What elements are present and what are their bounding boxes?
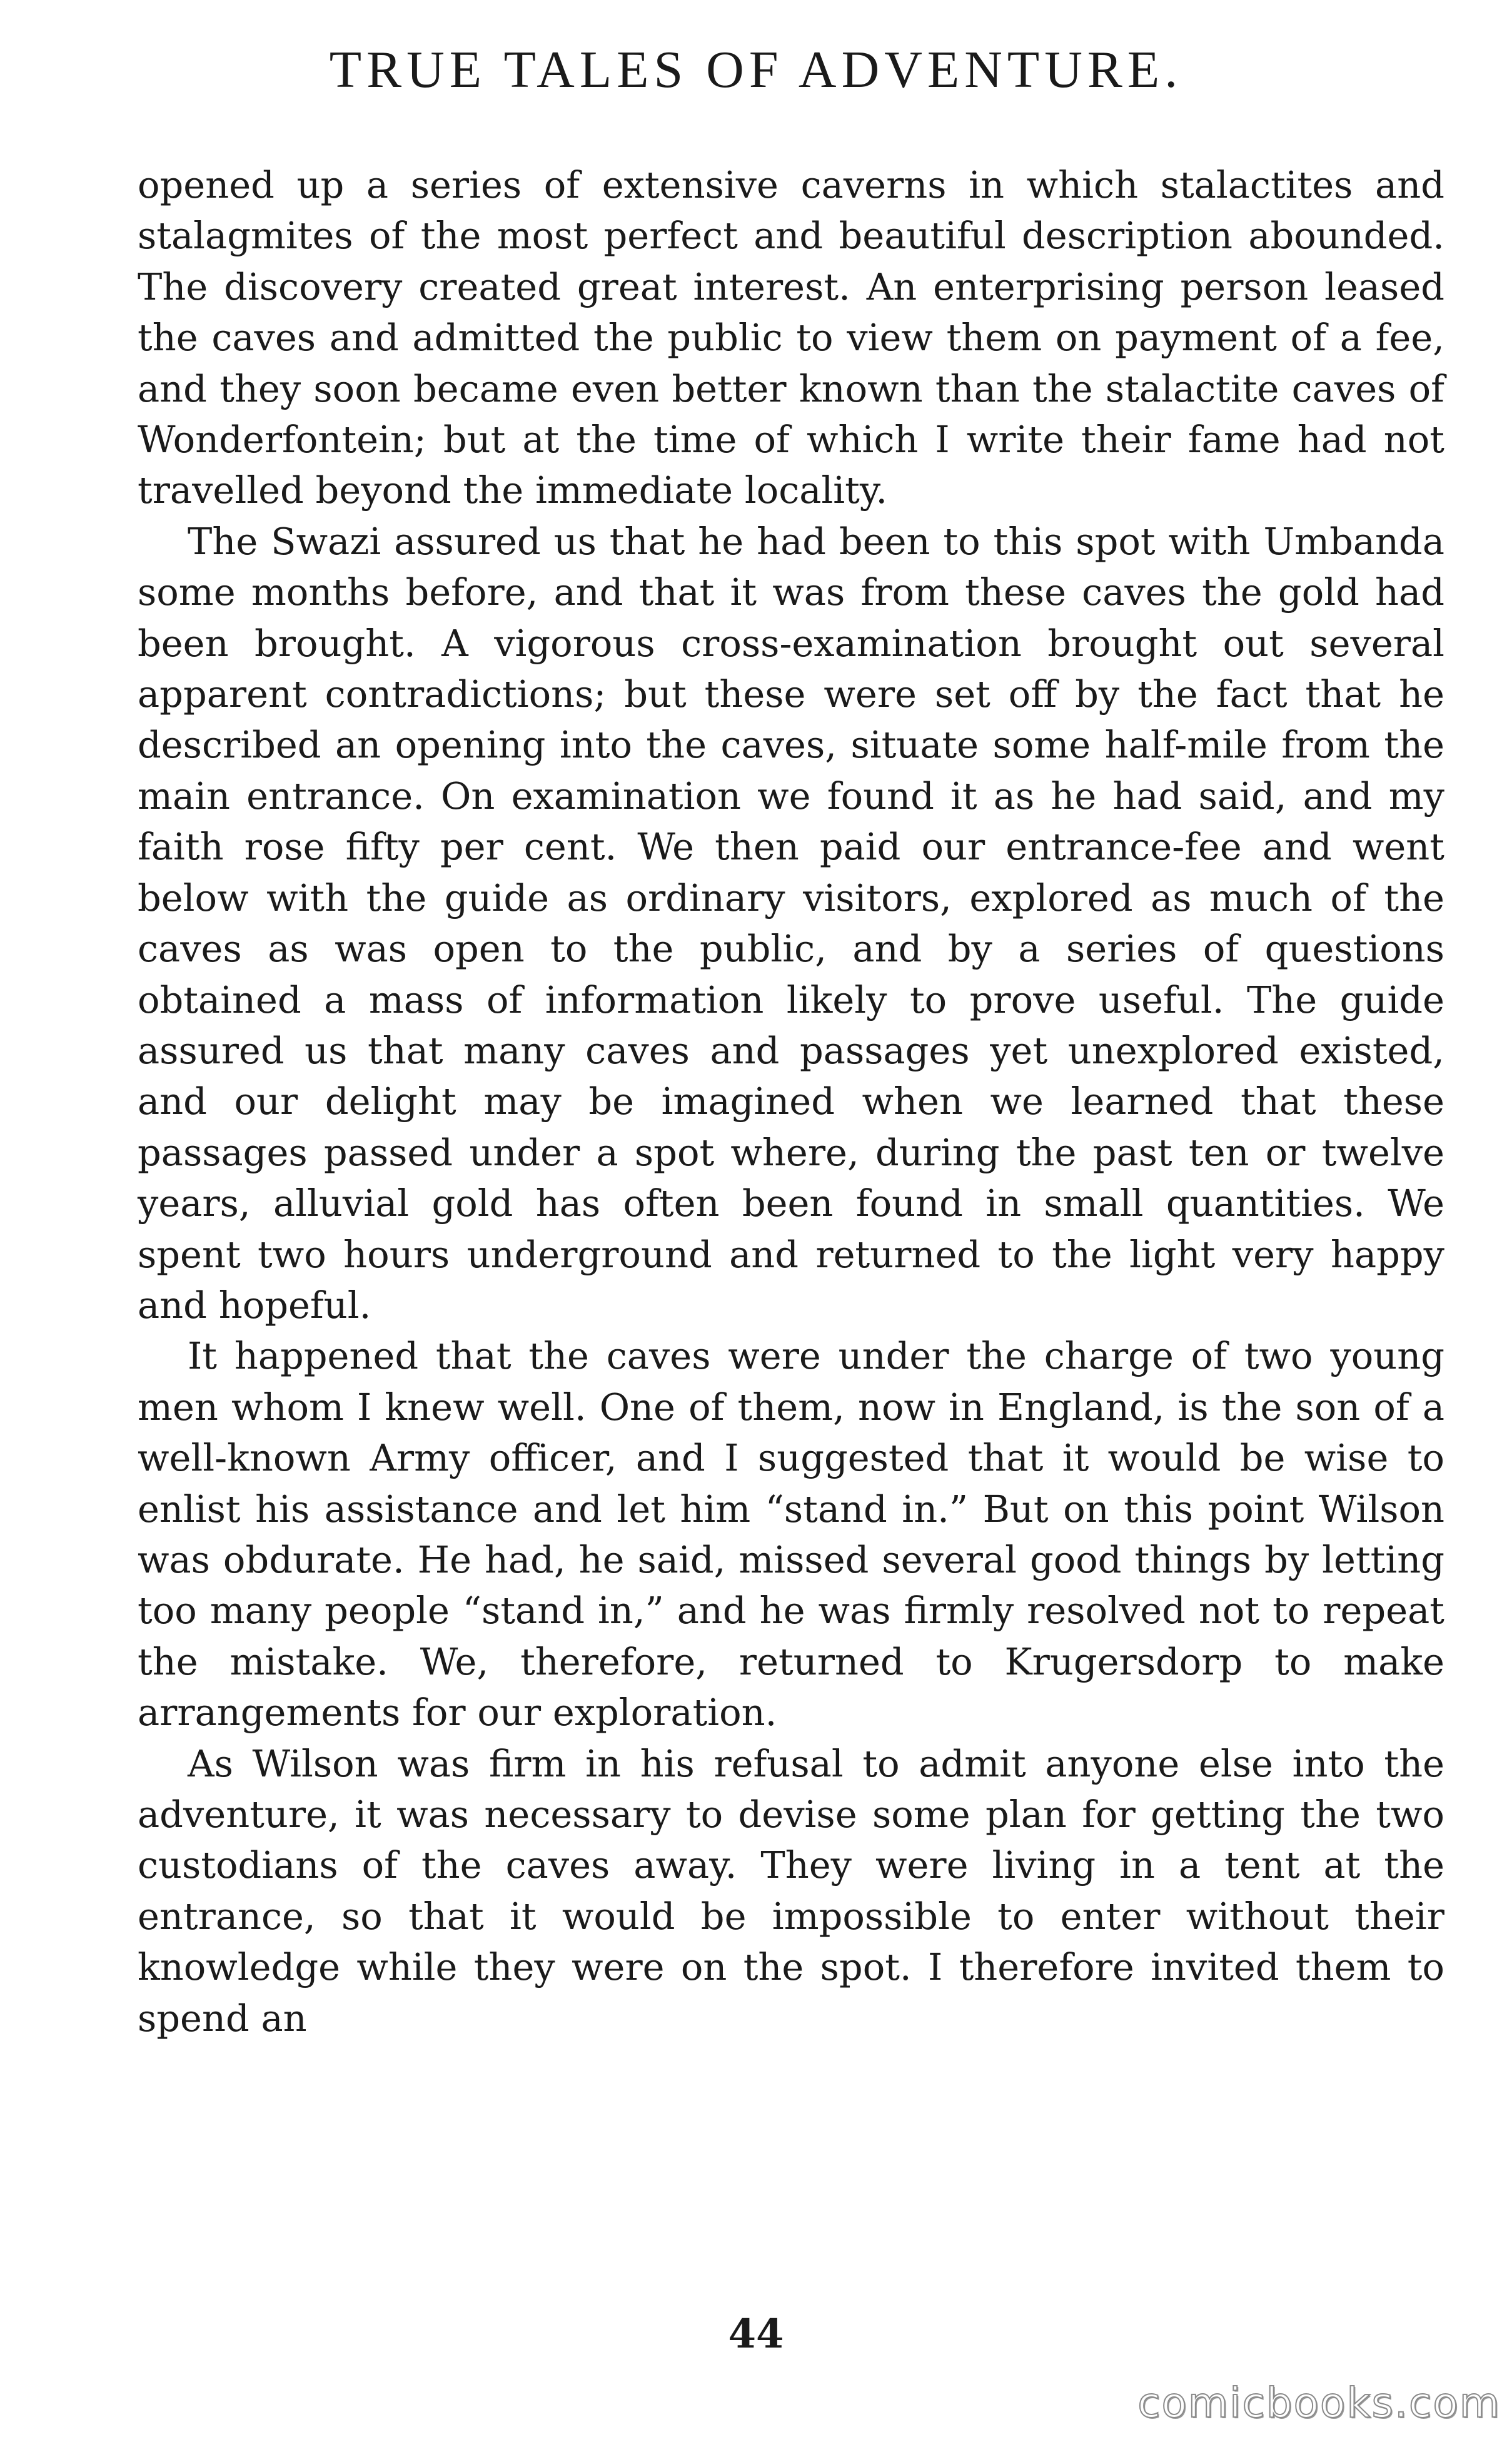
page-number: 44 — [728, 2311, 784, 2358]
watermark-logo: comicbooks.com — [1137, 2379, 1501, 2427]
paragraph-1: opened up a series of extensive caverns in which stalactites and stalagmites of the most perfect and beautiful description abounded. The discovery created great interest. An enterprising person leased the caves and admitted the public to view them on payment of a fee, and they soon became even better known than the stalactite caves of Wonderfontein; but at the time of which I write their fame had not travelled beyond the immediate locality. — [138, 163, 1444, 512]
body-text — [138, 160, 1444, 2044]
paragraph-3: It happened that the caves were under the charge of two young men whom I knew well. One of them, now in England, is the son of a well-known Army officer, and I suggested that it would be wise to enlist his assistance and let him “stand in.” But on this point Wilson was obdurate. He had, he said, missed several good things by letting too many people “stand in,” and he was firmly resolved not to repeat the mistake. We, therefore, returned to Krugersdorp to make arrangements for our exploration. — [138, 1334, 1444, 1735]
paragraph-4: As Wilson was firm in his refusal to admit anyone else into the adventure, it was necessary to devise some plan for getting the two custodians of the caves away. They were living in a tent at the entrance, so that it would be impossible to enter without their knowledge while they were on the spot. I therefore invited them to spend an — [138, 1741, 1444, 2040]
running-head: TRUE TALES OF ADVENTURE. — [329, 41, 1183, 99]
paragraph-2: The Swazi assured us that he had been to this spot with Umbanda some months before, and that it was from these caves the gold had been brought. A vigorous cross-examination brought out several apparent contradictions; but these were set off by the fact that he described an opening into the caves, situate some half-mile from the main entrance. On examination we found it as he had said, and my faith rose fifty per cent. We then paid our entrance-fee and went below with the guide as ordinary visitors, explored as much of the caves as was open to the public, and by a series of questions obtained a mass of information likely to prove useful. The guide assured us that many caves and passages yet unexplored existed, and our delight may be imagined when we learned that these passages passed under a spot where, during the past ten or twelve years, alluvial gold has often been found in small quantities. We spent two hours underground and returned to the light very happy and hopeful. — [138, 519, 1444, 1327]
